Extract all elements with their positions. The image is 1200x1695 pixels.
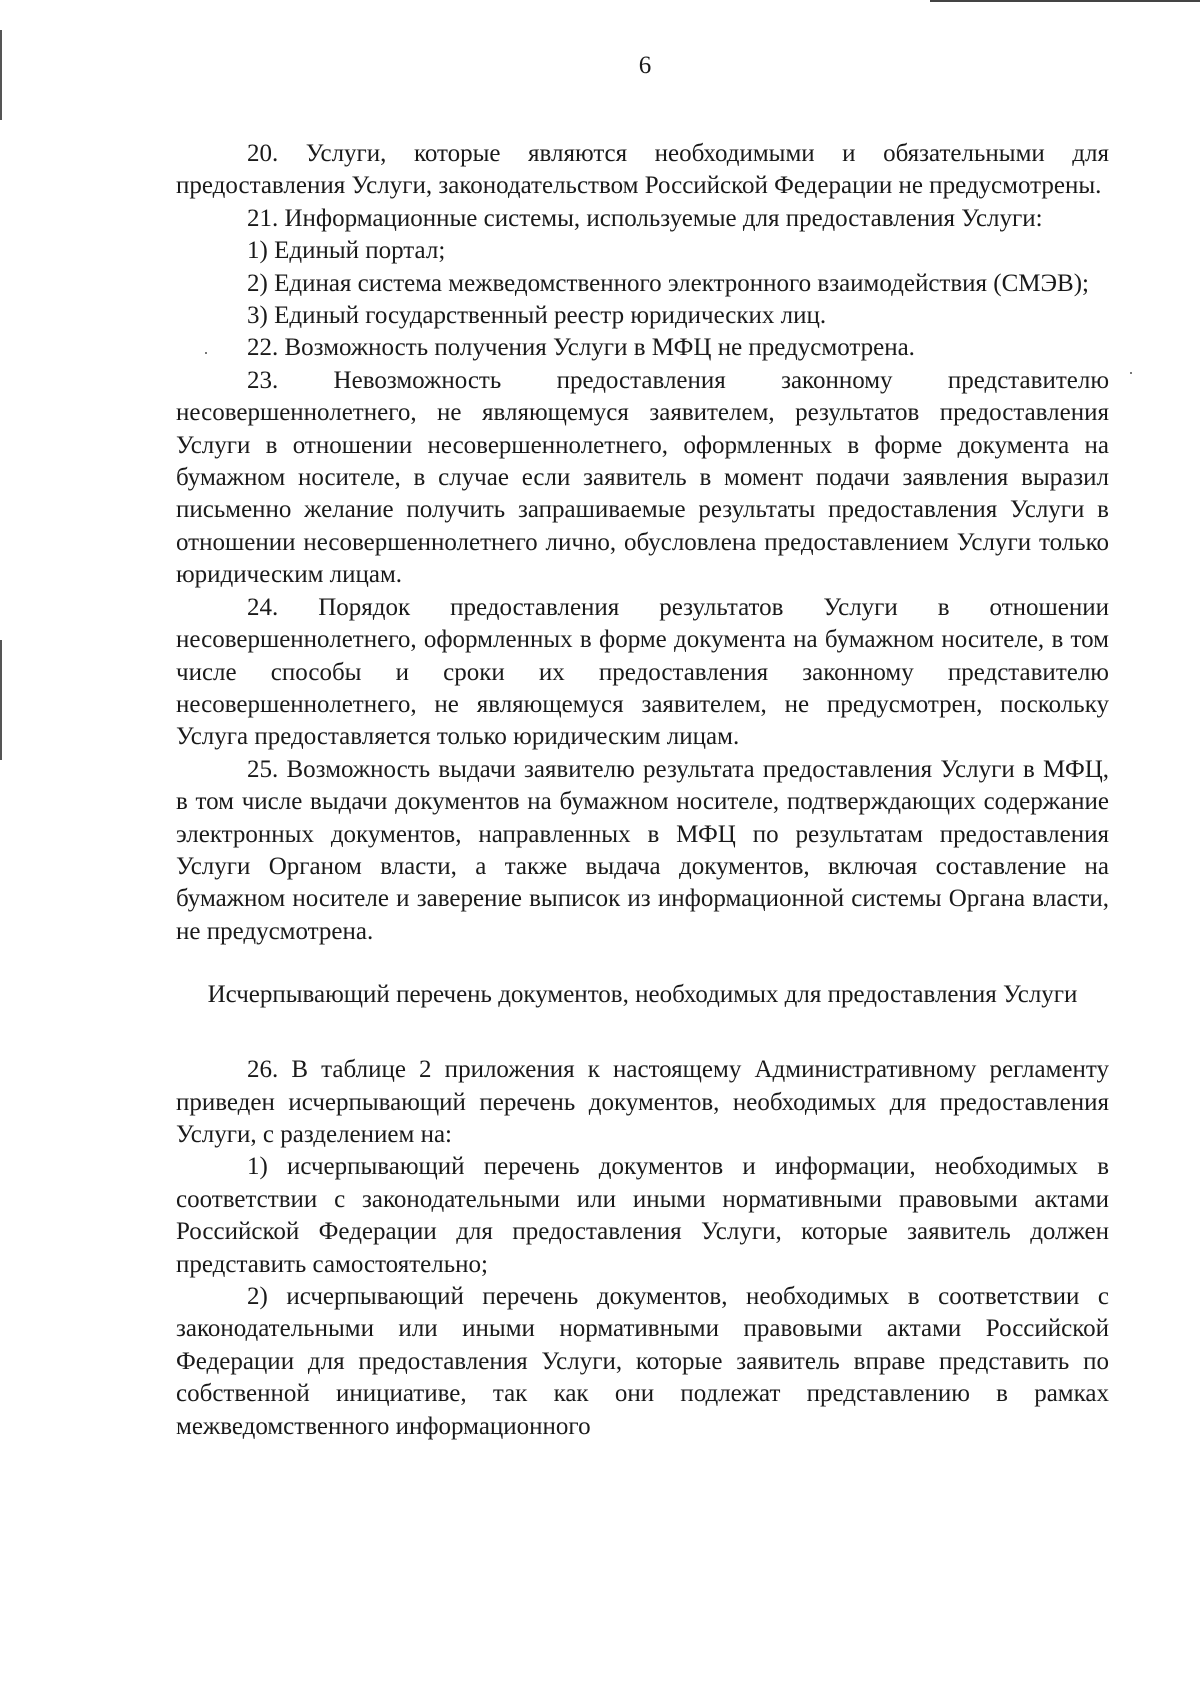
paragraph-20: 20. Услуги, которые являются необходимыми и обязательными для предоставления Услуги, законодательством Российской Федерации не предусмотрены. <box>176 140 1109 200</box>
document-body <box>176 138 1109 1443</box>
list-item-2: 2) Единая система межведомственного электронного взаимодействия (СМЭВ); <box>247 269 1089 297</box>
list-item-1: 1) исчерпывающий перечень документов и информации, необходимых в соответствии с законодательными или иными нормативными правовыми актами Российской Федерации для предоставления Услуги, которые заявитель должен представить самостоятельно; <box>176 1153 1109 1278</box>
paragraph-25: 25. Возможность выдачи заявителю результата предоставления Услуги в МФЦ, в том числе выдачи документов на бумажном носителе, подтверждающих содержание электронных документов, направленных в МФЦ по результатам предоставления Услуги Органом власти, а также выдача документов, включая составление на бумажном носителе и заверение выписок из информационной системы Органа власти, не предусмотрена. <box>176 755 1109 945</box>
paragraph-24: 24. Порядок предоставления результатов Услуги в отношении несовершеннолетнего, оформленных в форме документа на бумажном носителе, в том числе способы и сроки их предоставления законному представителю несовершеннолетнего, не являющемуся заявителем, не предусмотрен, поскольку Услуга предоставляется только юридическим лицам. <box>176 593 1109 751</box>
paragraph-26: 26. В таблице 2 приложения к настоящему Административному регламенту приведен исчерпывающий перечень документов, необходимых для предоставления Услуги, с разделением на: <box>176 1056 1109 1148</box>
scan-artifact-top-line <box>930 0 1200 2</box>
scan-artifact-left-edge <box>0 640 2 760</box>
paragraph-23: 23. Невозможность предоставления законному представителю несовершеннолетнего, не являющемуся заявителем, результатов предоставления Услуги в отношении несовершеннолетнего, оформленных в форме документа на бумажном носителе, в случае если заявитель в момент подачи заявления выразил письменно желание получить запрашиваемые результаты предоставления Услуги в отношении несовершеннолетнего лично, обусловлена предоставлением Услуги только юридическим лицам. <box>176 366 1109 589</box>
section-heading: Исчерпывающий перечень документов, необходимых для предоставления Услуги <box>207 981 1078 1009</box>
paragraph-21: 21. Информационные системы, используемые для предоставления Услуги: <box>247 204 1043 232</box>
paragraph-22: 22. Возможность получения Услуги в МФЦ не предусмотрена. <box>247 334 915 362</box>
page-number: 6 <box>638 52 652 79</box>
list-item-2: 2) исчерпывающий перечень документов, необходимых в соответствии с законодательными или иными нормативными правовыми актами Российской Федерации для предоставления Услуги, которые заявитель вправе представить по собственной инициативе, так как они подлежат представлению в рамках межведомственного информационного <box>176 1283 1109 1440</box>
list-item-3: 3) Единый государственный реестр юридических лиц. <box>247 302 827 330</box>
list-item-1: 1) Единый портал; <box>247 237 446 265</box>
scan-artifact-dot <box>1130 372 1132 374</box>
